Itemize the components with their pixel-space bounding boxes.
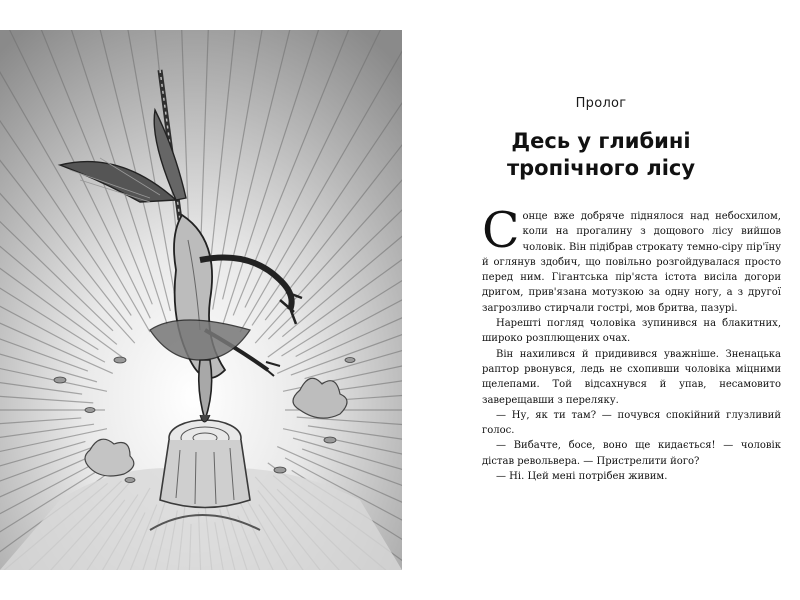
- chapter-title: [402, 128, 800, 182]
- paragraph: Нарешті погляд чоловіка зупинився на блакитних, широко розплющених очах.: [482, 318, 781, 345]
- paragraph: — Ну, як ти там? — почувся спокійний глузливий голос.: [482, 409, 781, 437]
- paragraph: — Ні. Цей мені потрібен живим.: [496, 471, 668, 483]
- chapter-body: [482, 202, 781, 484]
- chapter-title-line-2: тропічного лісу: [506, 156, 696, 180]
- paragraph: [482, 202, 781, 316]
- raptor-drawing: [0, 30, 402, 570]
- paragraph: — Вибачте, босе, воно ще кидається! — чоловік дістав револьвера. — Пристрелити його?: [482, 440, 781, 467]
- drop-cap: С: [482, 202, 520, 259]
- chapter-label: Пролог: [575, 96, 627, 111]
- prologue-illustration: [0, 30, 402, 570]
- chapter-title-line-1: Десь у глибині: [511, 129, 691, 153]
- paragraph: Він нахилився й придивився уважніше. Зненацька раптор рвонувся, ледь не схопивши чоловіка міцними щелепами. Той відсахнувся й упав, несамовито заверещавши з переляку.: [482, 348, 781, 406]
- paragraph-text: онце вже добряче піднялося над небосхилом, коли на прогалину з дощового лісу вийшов чоловік. Він підібрав строкату темно-сіру пір'їну й оглянув здобич, що повільно розгойдувалася просто перед ним. Гігантська пір'яста істота висіла догори дригом, прив'язана мотузкою за одну ногу, а з другої загрозливо стирчали гострі, мов бритва, пазурі.: [482, 211, 781, 314]
- text-page: [402, 0, 800, 600]
